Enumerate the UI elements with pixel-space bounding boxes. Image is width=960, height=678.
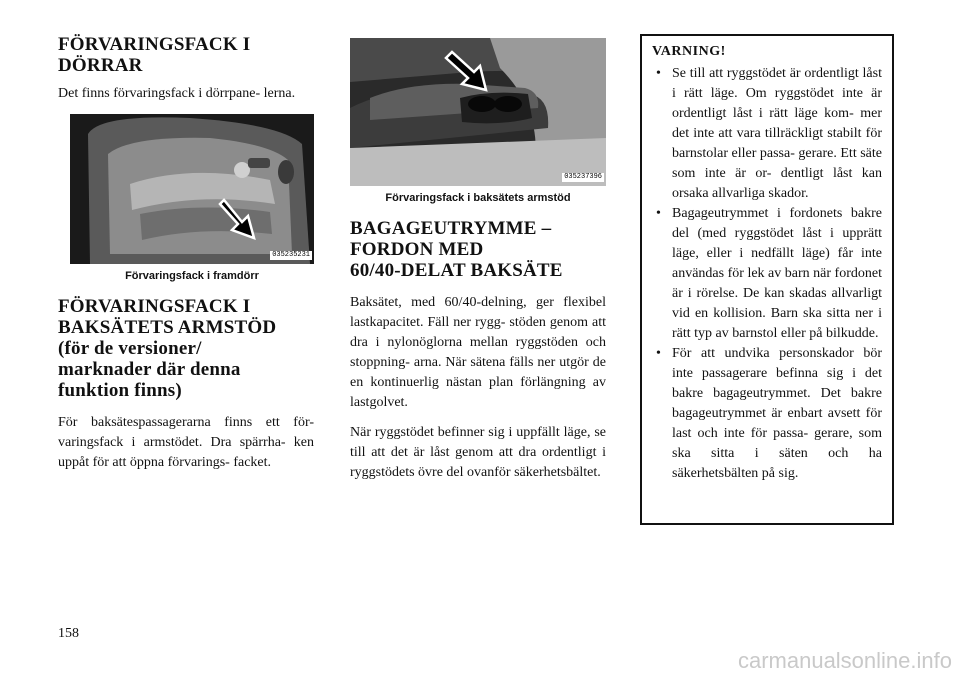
watermark: carmanualsonline.info bbox=[737, 648, 952, 673]
figure-rear-armrest bbox=[350, 38, 606, 186]
figure-caption: Förvaringsfack i baksätets armstöd bbox=[385, 192, 571, 204]
paragraph-door-storage: Det finns förvaringsfack i dörrpane- lerna. bbox=[58, 86, 296, 101]
warning-box bbox=[640, 34, 894, 525]
column-left bbox=[58, 34, 314, 473]
front-door-illustration bbox=[70, 114, 314, 264]
figure-caption: Förvaringsfack i framdörr bbox=[125, 270, 259, 282]
heading-door-storage: FÖRVARINGSFACK I DÖRRAR bbox=[58, 34, 251, 76]
paragraph-split-seat: Baksätet, med 60/40-delning, ger flexibel lastkapacitet. Fäll ner rygg- stöden genom att dra i nylonöglorna mellan ryggstöden och stoppning- arna. När sätena fälls ner utgör de en kontinuerlig nästan plan förlängning av lastgolvet. bbox=[350, 295, 606, 410]
page-number: 158 bbox=[58, 626, 79, 641]
figure-id: 035237396 bbox=[564, 173, 602, 181]
figure-id: 035235231 bbox=[272, 251, 310, 259]
heading-rear-armrest-storage: FÖRVARINGSFACK I BAKSÄTETS ARMSTÖD (för de versioner/ marknader där denna funktion finns) bbox=[58, 296, 277, 401]
heading-cargo-area: BAGAGEUTRYMME – FORDON MED 60/40-DELAT BAKSÄTE bbox=[350, 218, 563, 281]
rear-armrest-illustration bbox=[350, 38, 606, 186]
bullet-icon: • bbox=[656, 206, 661, 221]
warning-item: • För att undvika personskador bör inte passagerare befinna sig i det bakre bagageutrymmet. Det bakre bagageutrymmet är enbart avsett för last och inte för passa- gerare, som ska sitta i säten och ha säkerhetsbälten på sig. bbox=[656, 346, 882, 481]
figure-front-door bbox=[70, 114, 314, 264]
warning-title: VARNING! bbox=[652, 44, 726, 59]
paragraph-rear-armrest: För baksätespassagerarna finns ett för- varingsfack i armstödet. Dra spärrha- ken uppåt för att öppna förvarings- facket. bbox=[58, 415, 314, 470]
bullet-icon: • bbox=[656, 346, 661, 361]
warning-item: • Bagageutrymmet i fordonets bakre del (med ryggstödet låst i upprätt läge, eller i nedfällt läge) får inte användas för lek av barn när fordonet är i rörelse. De kan skadas allvarligt vid en kollision. Barn ska sitta ner i rätt typ av barnstol eller på bilkudde. bbox=[656, 206, 882, 341]
bullet-icon: • bbox=[656, 66, 661, 81]
paragraph-seatback-lock: När ryggstödet befinner sig i uppfällt läge, se till att det är låst genom att dra ordentligt i ryggstödets övre del ovanför säkerhetsbältet. bbox=[350, 425, 606, 480]
warning-item: • Se till att ryggstödet är ordentligt låst i rätt läge. Om ryggstödet inte är ordentligt låst i rätt läge kom- mer det inte att vara tillräckligt stabilt för barnstolar eller passa- gerare. Ett säte som inte är or- dentligt låst kan orsaka allvarliga skador. bbox=[656, 66, 882, 201]
column-middle bbox=[350, 38, 606, 483]
